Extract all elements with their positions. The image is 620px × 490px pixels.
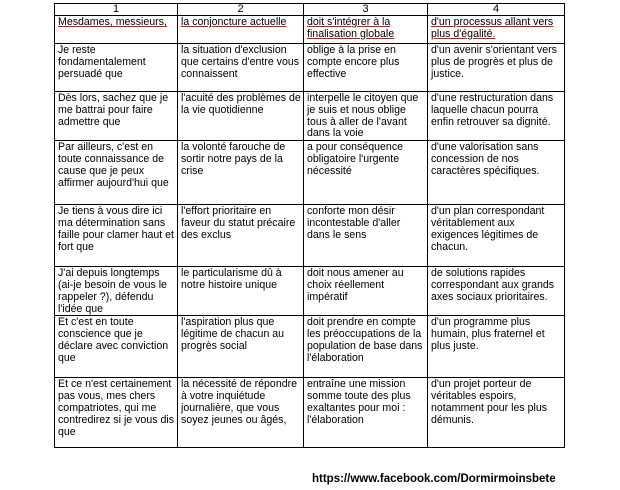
cell-text: Dès lors, sachez que je me battrai pour faire admettre que bbox=[58, 92, 169, 128]
table-cell bbox=[55, 16, 178, 44]
table-row bbox=[55, 92, 565, 141]
table-cell bbox=[304, 205, 428, 267]
cell-text: Mesdames, messieurs, bbox=[58, 16, 167, 28]
cell-text: la conjoncture actuelle bbox=[181, 16, 287, 28]
table-cell bbox=[428, 267, 565, 316]
table-cell bbox=[178, 205, 304, 267]
cell-text: interpelle le citoyen que je suis et nous oblige tous à aller de l'avant dans la voie bbox=[307, 92, 419, 140]
cell-text: la volonté farouche de sortir notre pays de la crise bbox=[181, 141, 286, 177]
table-cell bbox=[304, 44, 428, 92]
cell-text: d'un avenir s'orientant vers plus de progrès et plus de justice. bbox=[431, 44, 557, 80]
table-cell bbox=[178, 92, 304, 141]
table-cell bbox=[428, 141, 565, 205]
column-header-4: 4 bbox=[428, 4, 565, 16]
speech-generator-table bbox=[54, 3, 565, 448]
cell-text: l'aspiration plus que légitime de chacun au progrès social bbox=[181, 316, 285, 352]
header-row bbox=[55, 4, 565, 16]
cell-text: entraîne une mission somme toute des plus exaltantes pour moi : l'élaboration bbox=[307, 378, 411, 426]
cell-text: Et ce n'est certainement pas vous, mes chers compatriotes, qui me contredirez si je vous dis que bbox=[58, 378, 174, 438]
cell-text: le particularisme dû à notre histoire unique bbox=[181, 267, 282, 291]
cell-text: conforte mon désir incontestable d'aller dans le sens bbox=[307, 205, 401, 241]
table-cell bbox=[178, 16, 304, 44]
table-cell bbox=[55, 92, 178, 141]
table-cell bbox=[178, 141, 304, 205]
cell-text: d'un projet porteur de véritables espoirs, notamment pour les plus démunis. bbox=[431, 378, 548, 426]
table-cell bbox=[428, 316, 565, 378]
table-cell bbox=[55, 141, 178, 205]
table-row bbox=[55, 205, 565, 267]
cell-text: d'un programme plus humain, plus fraternel et plus juste. bbox=[431, 316, 545, 352]
table-cell bbox=[428, 44, 565, 92]
table-cell bbox=[178, 316, 304, 378]
cell-text: oblige à la prise en compte encore plus effective bbox=[307, 44, 400, 80]
table-cell bbox=[55, 44, 178, 92]
table-row bbox=[55, 378, 565, 448]
table-row bbox=[55, 141, 565, 205]
cell-text: d'une restructuration dans laquelle chacun pourra enfin retrouver sa dignité. bbox=[431, 92, 554, 128]
cell-text: doit nous amener au choix réellement impératif bbox=[307, 267, 404, 303]
table-row bbox=[55, 16, 565, 44]
table-cell bbox=[304, 316, 428, 378]
table-cell bbox=[178, 267, 304, 316]
table-cell bbox=[428, 378, 565, 448]
cell-text: Je tiens à vous dire ici ma détermination sans faille pour clamer haut et fort que bbox=[58, 205, 175, 253]
table-row bbox=[55, 316, 565, 378]
cell-text: d'un processus allant vers plus d'égalité. bbox=[431, 16, 554, 40]
cell-text: la nécessité de répondre à votre inquiétude journalière, que vous soyez jeunes ou âgés, bbox=[181, 378, 298, 426]
cell-text: doit s'intégrer à la finalisation globale bbox=[307, 16, 395, 40]
cell-text: d'une valorisation sans concession de nos caractères spécifiques. bbox=[431, 141, 540, 177]
column-header-2: 2 bbox=[178, 4, 304, 16]
table-cell bbox=[428, 205, 565, 267]
table-cell bbox=[178, 378, 304, 448]
table-cell bbox=[304, 378, 428, 448]
table-cell bbox=[55, 267, 178, 316]
facebook-credit-link[interactable]: https://www.facebook.com/Dormirmoinsbete bbox=[312, 473, 556, 485]
table-row bbox=[55, 267, 565, 316]
cell-text: Et c'est en toute conscience que je déclare avec conviction que bbox=[58, 316, 169, 364]
table-cell bbox=[428, 16, 565, 44]
cell-text: de solutions rapides correspondant aux grands axes sociaux prioritaires. bbox=[431, 267, 555, 303]
table-row bbox=[55, 44, 565, 92]
cell-text: doit prendre en compte les préoccupations de la population de base dans l'élaboration bbox=[307, 316, 423, 364]
table-cell bbox=[55, 316, 178, 378]
column-header-3: 3 bbox=[304, 4, 428, 16]
column-header-1: 1 bbox=[55, 4, 178, 16]
table-cell bbox=[304, 92, 428, 141]
cell-text: la situation d'exclusion que certains d'entre vous connaissent bbox=[181, 44, 300, 80]
cell-text: Je reste fondamentalement persuadé que bbox=[58, 44, 146, 80]
table-cell bbox=[304, 267, 428, 316]
table-cell bbox=[428, 92, 565, 141]
cell-text: a pour conséquence obligatoire l'urgente nécessité bbox=[307, 141, 404, 177]
table-cell bbox=[178, 44, 304, 92]
cell-text: l'acuité des problèmes de la vie quotidienne bbox=[181, 92, 301, 116]
table-cell bbox=[55, 205, 178, 267]
cell-text: J'ai depuis longtemps (ai-je besoin de vous le rappeler ?), défendu l'idée que bbox=[58, 267, 167, 315]
table-cell bbox=[304, 16, 428, 44]
cell-text: d'un plan correspondant véritablement aux exigences légitimes de chacun. bbox=[431, 205, 545, 253]
table-cell bbox=[304, 141, 428, 205]
cell-text: l'effort prioritaire en faveur du statut précaire des exclus bbox=[181, 205, 296, 241]
cell-text: Par ailleurs, c'est en toute connaissance de cause que je peux affirmer aujourd'hui que bbox=[58, 141, 169, 189]
table-cell bbox=[55, 378, 178, 448]
